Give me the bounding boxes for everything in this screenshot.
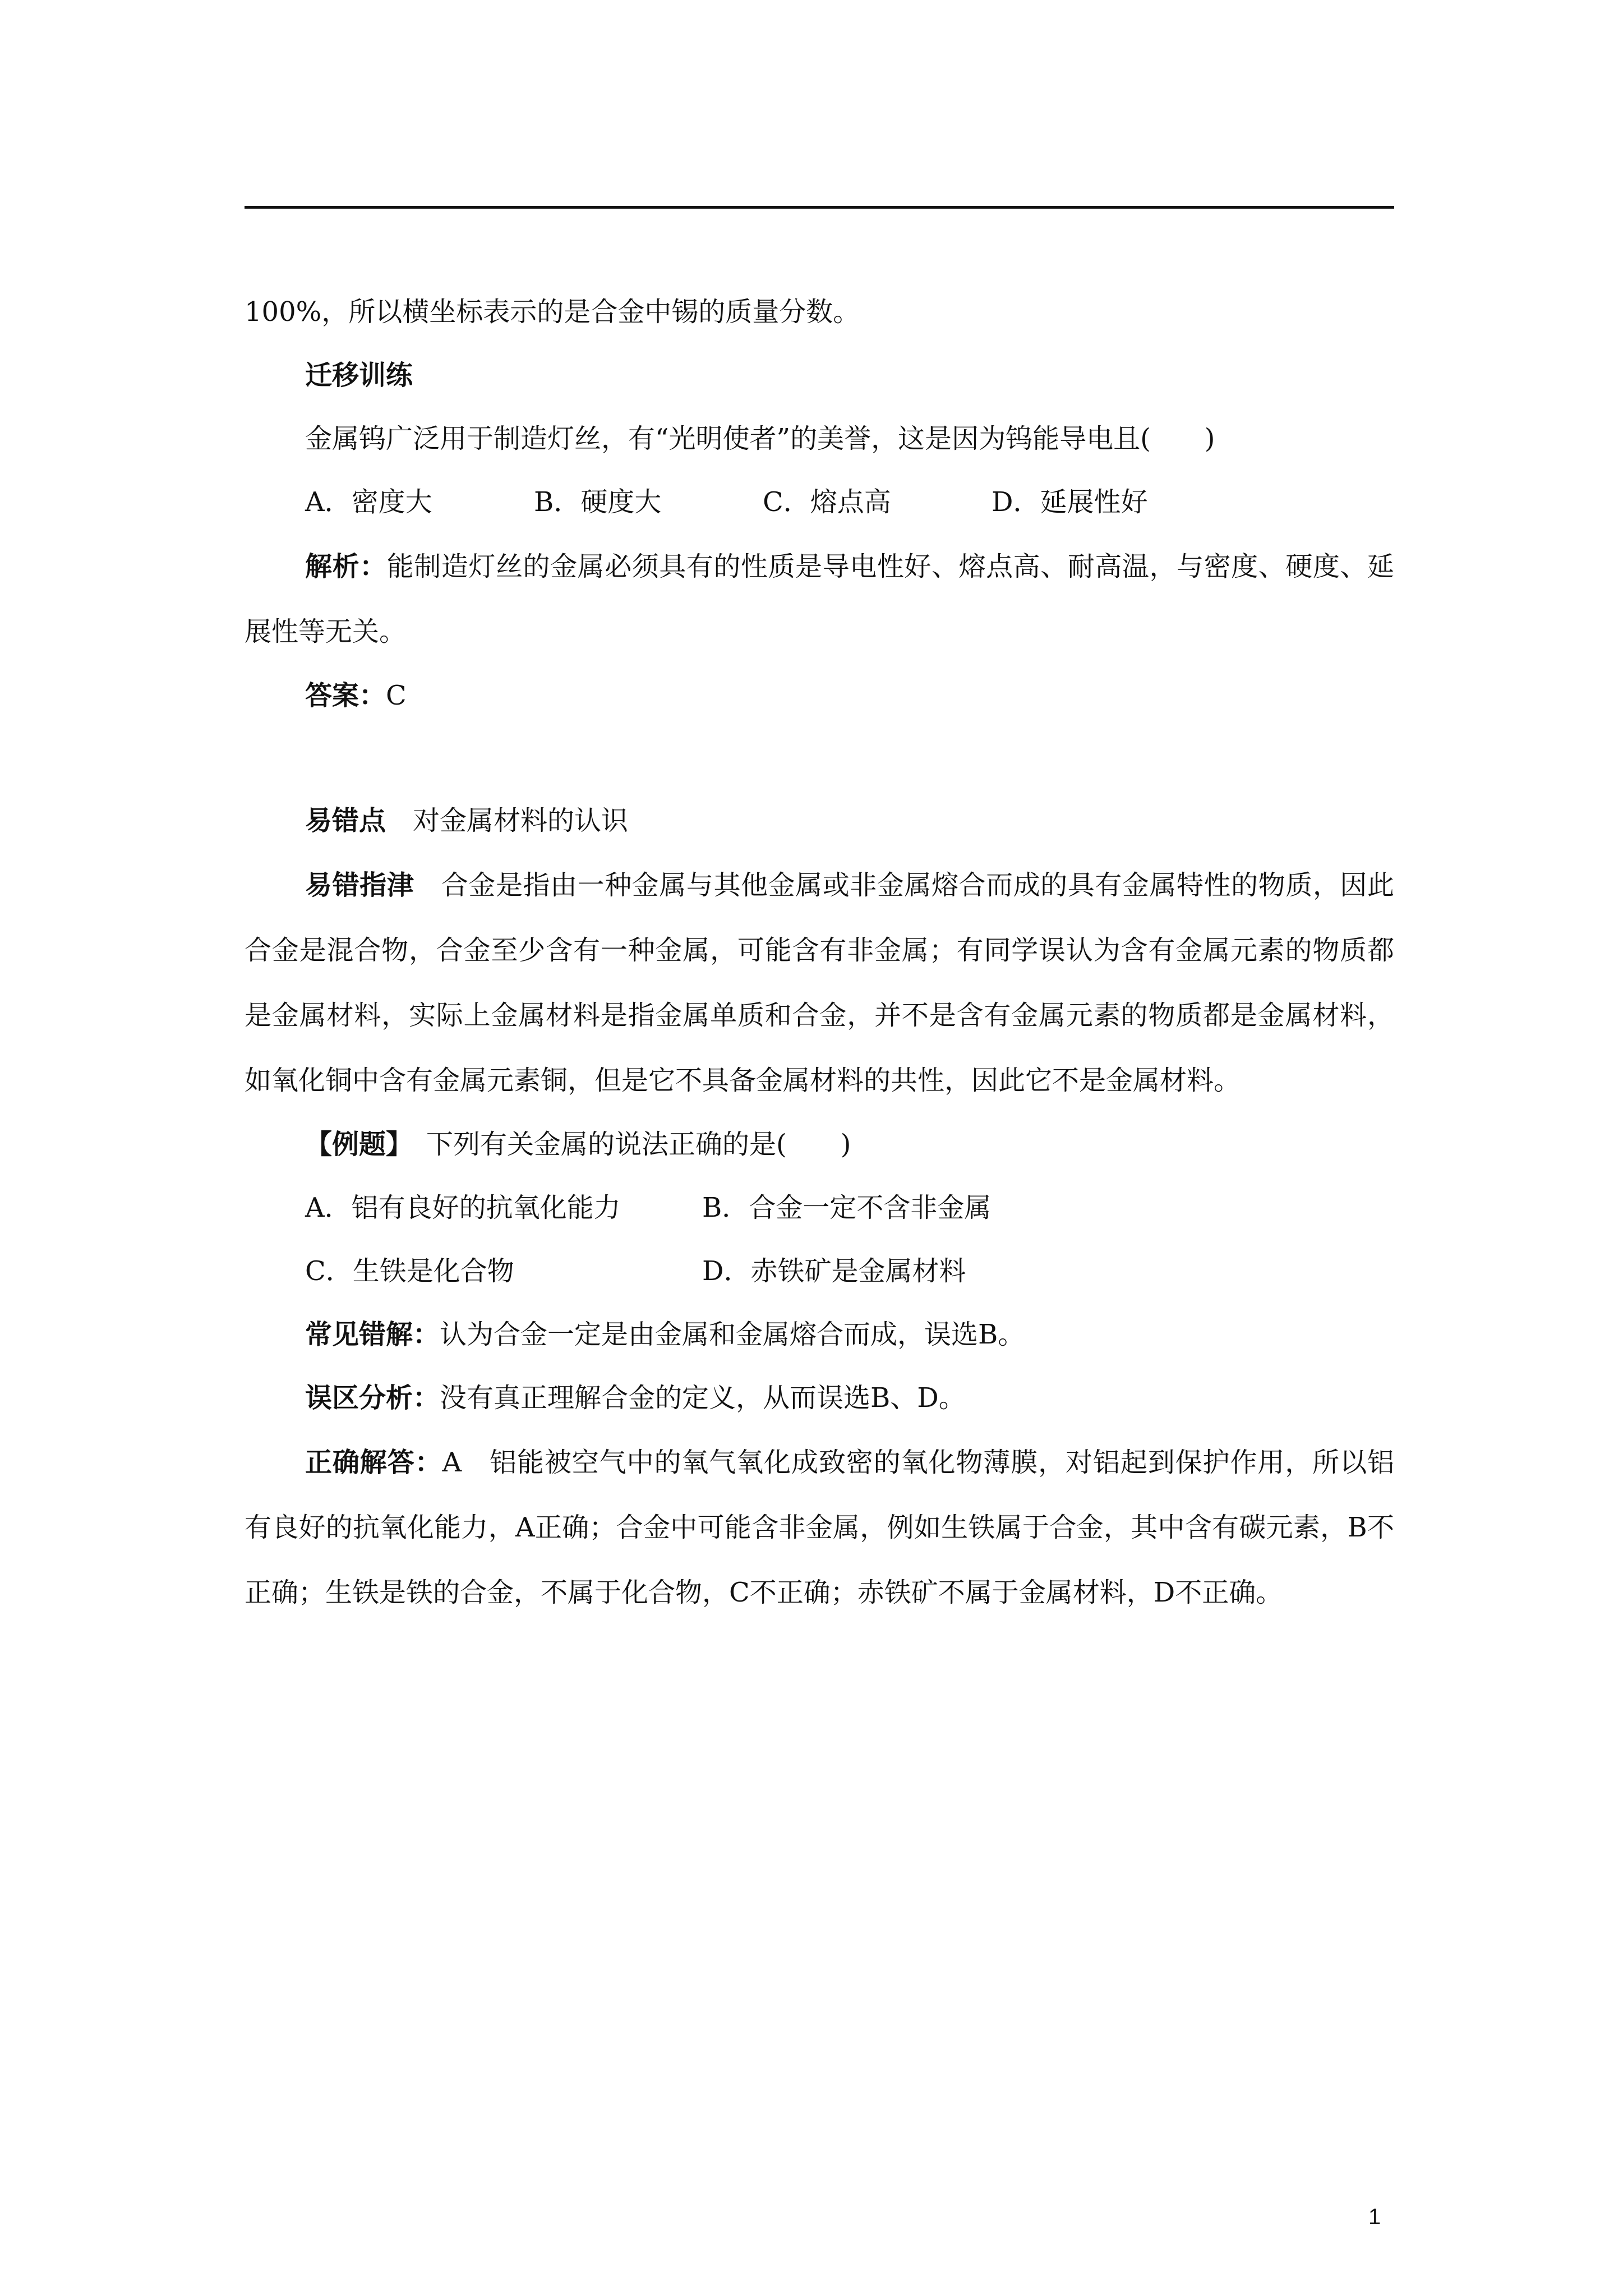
answer-label: 答案： (305, 680, 386, 711)
error-point-title: 对金属材料的认识 (413, 805, 629, 836)
misconception-text: 没有真正理解合金的定义，从而误选B、D。 (440, 1382, 966, 1414)
example-options-row-1 (245, 1176, 1394, 1240)
document-body (245, 280, 1394, 1625)
answer-text: C (386, 680, 407, 711)
header-rule (245, 206, 1394, 209)
transfer-answer (245, 664, 1394, 728)
example-label: 【例题】 (305, 1129, 400, 1160)
common-error-label: 常见错解： (305, 1319, 440, 1350)
option-b: B．硬度大 (534, 486, 662, 518)
page-number: 1 (1368, 2205, 1381, 2229)
example-option-a: A．铝有良好的抗氧化能力 (305, 1192, 621, 1223)
continuation-text: 100%，所以横坐标表示的是合金中锡的质量分数。 (245, 296, 860, 328)
example-option-d: D．赤铁矿是金属材料 (702, 1255, 966, 1287)
example-option-c: C．生铁是化合物 (305, 1255, 514, 1287)
common-error-text: 认为合金一定是由金属和金属熔合而成，误选B。 (440, 1319, 1025, 1350)
example-heading (245, 1113, 1394, 1176)
transfer-question: 金属钨广泛用于制造灯丝，有“光明使者”的美誉，这是因为钨能导电且( ) (305, 423, 1215, 454)
misconception-label: 误区分析： (305, 1382, 440, 1414)
error-guide (245, 853, 1394, 1113)
solution-label: 正确解答： (305, 1447, 442, 1478)
example-option-b: B．合金一定不含非金属 (702, 1192, 992, 1223)
error-guide-text: 合金是指由一种金属与其他金属或非金属熔合而成的具有金属特性的物质，因此合金是混合物，合金至少含有一种金属，可能含有非金属；有同学误认为含有金属元素的物质都是金属材料，实际上金属材料是指金属单质和合金，并不是含有金属元素的物质都是金属材料，如氧化铜中含有金属元素铜，但是它不具备金属材料的共性，因此它不是金属材料。 (245, 869, 1394, 1096)
solution-text: A 铝能被空气中的氧气氧化成致密的氧化物薄膜，对铝起到保护作用，所以铝有良好的抗氧化能力，A正确；合金中可能含非金属，例如生铁属于合金，其中含有碳元素，B不正确；生铁是铁的合金，不属于化合物，C不正确；赤铁矿不属于金属材料，D不正确。 (245, 1447, 1394, 1608)
transfer-analysis (245, 534, 1394, 664)
example-options-row-2 (245, 1240, 1394, 1303)
option-a: A．密度大 (305, 486, 432, 518)
transfer-options (245, 471, 1394, 534)
error-point-label: 易错点 (305, 805, 386, 836)
solution (245, 1430, 1394, 1625)
option-c: C．熔点高 (763, 486, 891, 518)
transfer-heading: 迁移训练 (305, 360, 413, 391)
error-guide-label: 易错指津 (305, 869, 414, 901)
option-d: D．延展性好 (992, 486, 1148, 518)
analysis-label: 解析： (305, 551, 387, 582)
example-question: 下列有关金属的说法正确的是( ) (426, 1129, 851, 1160)
misconception (245, 1366, 1394, 1430)
analysis-text: 能制造灯丝的金属必须具有的性质是导电性好、熔点高、耐高温，与密度、硬度、延展性等无关。 (245, 551, 1394, 647)
common-error (245, 1303, 1394, 1366)
error-point-heading (245, 789, 1394, 853)
